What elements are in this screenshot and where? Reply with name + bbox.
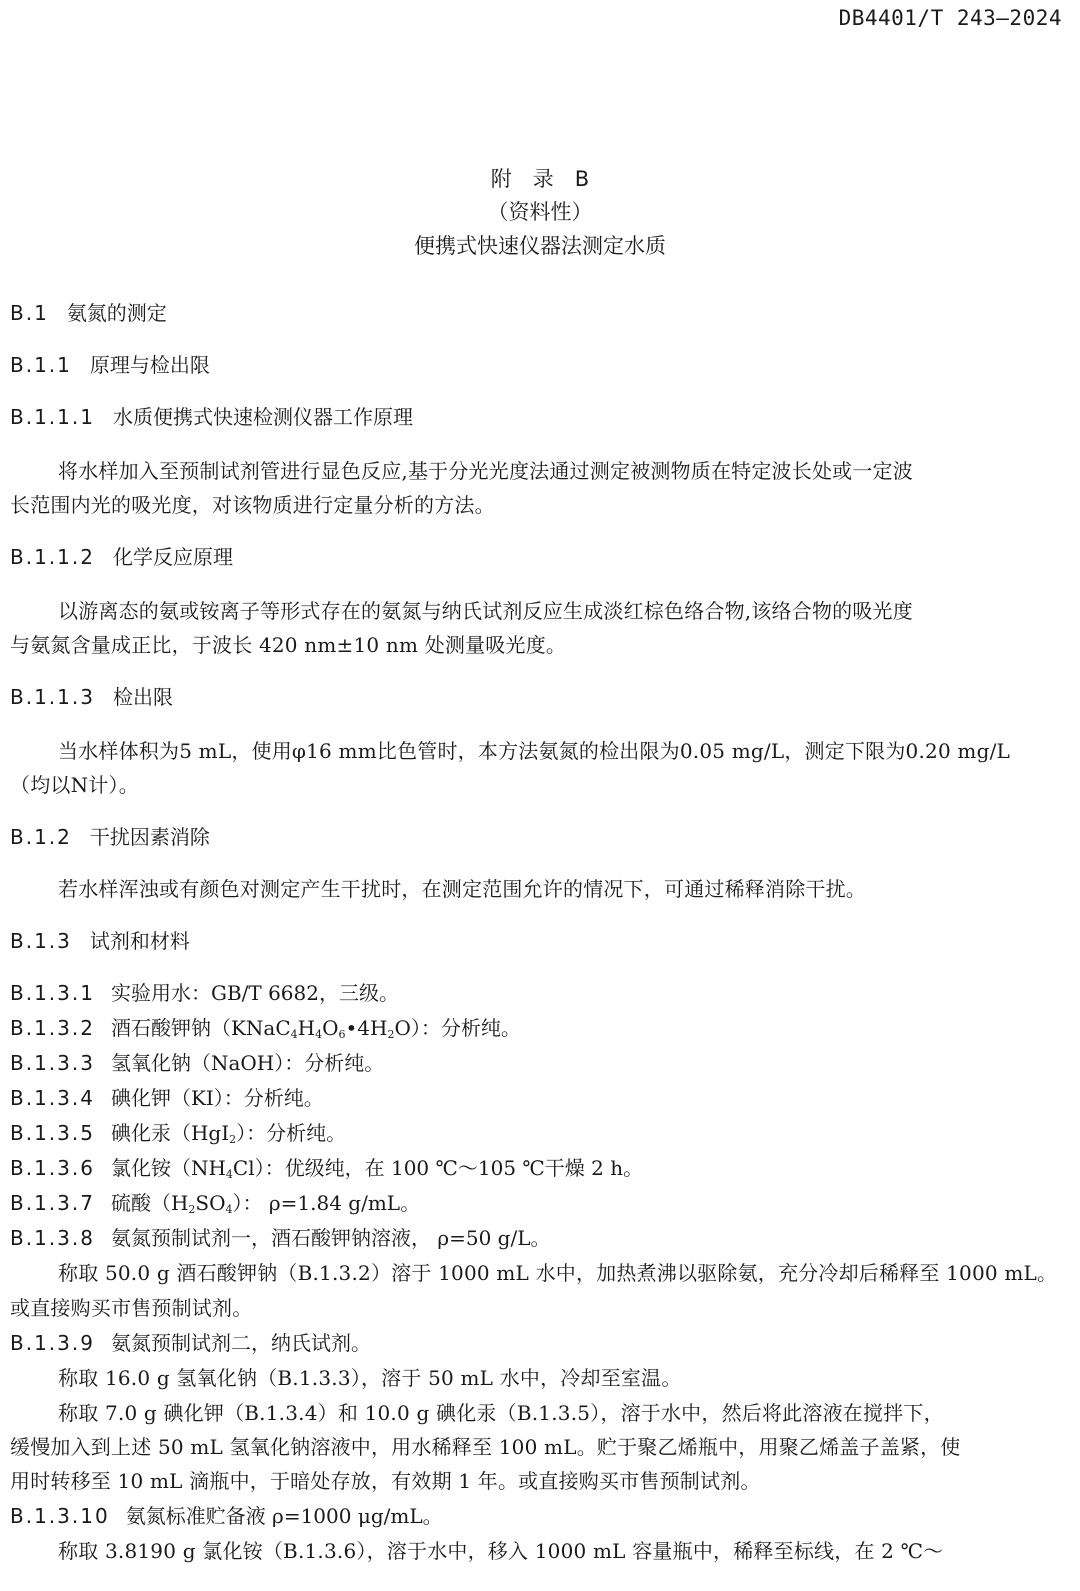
- heading-b1-1-1: [10, 401, 413, 430]
- heading-b1-1: [10, 349, 210, 378]
- item-text: H: [297, 1016, 316, 1040]
- item-b1-3-5: [10, 1117, 346, 1146]
- subscript: 4: [315, 1028, 323, 1041]
- heading-text: 试剂和材料: [89, 929, 190, 953]
- item-text: 氨氮预制试剂二，纳氏试剂。: [110, 1331, 371, 1355]
- item-number: B.1.3.2: [10, 1016, 95, 1040]
- item-text: 氨氮预制试剂一，酒石酸钾钠溶液， ρ=50 g/L。: [110, 1226, 551, 1250]
- subscript: 4: [225, 1168, 233, 1181]
- heading-number: B.1.1.3: [10, 685, 95, 709]
- item-number: B.1.3.4: [10, 1086, 95, 1110]
- item-b1-3-6: [10, 1152, 643, 1181]
- item-text: 酒石酸钾钠（KNaC: [110, 1016, 291, 1040]
- heading-b1-3: [10, 925, 190, 954]
- paragraph-reagent1-line1: 称取 50.0 g 酒石酸钾钠（B.1.3.2）溶于 1000 mL 水中，加热煮沸以驱除氨，充分冷却后稀释至 1000 mL。: [58, 1261, 1058, 1285]
- heading-number: B.1.1.1: [10, 405, 95, 429]
- appendix-label: 附 录 B: [490, 167, 590, 191]
- item-number: B.1.3.7: [10, 1191, 95, 1215]
- item-text: 碘化汞（HgI: [110, 1121, 230, 1145]
- item-number: B.1.3.10: [10, 1504, 110, 1528]
- subscript: 4: [290, 1028, 298, 1041]
- paragraph-detection-line1: 当水样体积为5 mL，使用φ16 mm比色管时，本方法氨氮的检出限为0.05 mg/L，测定下限为0.20 mg/L: [58, 739, 1011, 763]
- item-text: 氢氧化钠（NaOH）：分析纯。: [110, 1051, 385, 1075]
- item-text: 硫酸（H: [110, 1191, 189, 1215]
- item-b1-3-3: [10, 1047, 384, 1076]
- item-text: O: [322, 1016, 339, 1040]
- heading-text: 水质便携式快速检测仪器工作原理: [112, 405, 413, 429]
- paragraph-principle-line1: 将水样加入至预制试剂管进行显色反应,基于分光光度法通过测定被测物质在特定波长处或一定波: [58, 459, 913, 483]
- subscript: 4: [225, 1203, 233, 1216]
- paragraph-reagent2-line1: 称取 16.0 g 氢氧化钠（B.1.3.3），溶于 50 mL 水中，冷却至室温。: [58, 1366, 682, 1390]
- heading-number: B.1.3: [10, 929, 72, 953]
- item-text: 碘化钾（KI）：分析纯。: [110, 1086, 324, 1110]
- paragraph-reaction-line2: 与氨氮含量成正比，于波长 420 nm±10 nm 处测量吸光度。: [10, 633, 567, 657]
- heading-b1: [10, 297, 167, 326]
- item-number: B.1.3.3: [10, 1051, 95, 1075]
- item-b1-3-10: [10, 1500, 443, 1529]
- appendix-title: 便携式快速仪器法测定水质: [414, 234, 666, 258]
- item-text: •4H: [345, 1016, 388, 1040]
- item-b1-3-1: [10, 977, 399, 1006]
- paragraph-reagent2-line3: 缓慢加入到上述 50 mL 氢氧化钠溶液中，用水稀释至 100 mL。贮于聚乙烯瓶中，用聚乙烯盖子盖紧，使: [10, 1435, 961, 1459]
- item-number: B.1.3.6: [10, 1156, 95, 1180]
- heading-number: B.1.1.2: [10, 545, 95, 569]
- appendix-nature: （资料性）: [487, 200, 593, 224]
- heading-number: B.1: [10, 301, 49, 325]
- item-text: 氯化铵（NH: [110, 1156, 226, 1180]
- item-b1-3-8: [10, 1222, 550, 1251]
- subscript: 2: [188, 1203, 196, 1216]
- heading-text: 原理与检出限: [89, 353, 210, 377]
- subscript: 2: [229, 1133, 237, 1146]
- paragraph-detection-line2: （均以N计）。: [10, 773, 139, 797]
- subscript: 6: [338, 1028, 346, 1041]
- item-text: O）：分析纯。: [394, 1016, 521, 1040]
- item-b1-3-4: [10, 1082, 324, 1111]
- item-number: B.1.3.9: [10, 1331, 95, 1355]
- item-number: B.1.3.5: [10, 1121, 95, 1145]
- item-number: B.1.3.8: [10, 1226, 95, 1250]
- heading-text: 检出限: [112, 685, 173, 709]
- heading-b1-1-2: [10, 541, 233, 570]
- paragraph-reagent1-line2: 或直接购买市售预制试剂。: [10, 1296, 253, 1320]
- paragraph-reaction-line1: 以游离态的氨或铵离子等形式存在的氨氮与纳氏试剂反应生成淡红棕色络合物,该络合物的吸光度: [58, 599, 913, 623]
- item-text: 实验用水：GB/T 6682，三级。: [110, 981, 399, 1005]
- item-text: Cl）：优级纯，在 100 ℃～105 ℃干燥 2 h。: [232, 1156, 644, 1180]
- heading-text: 氨氮的测定: [66, 301, 167, 325]
- item-text: 氨氮标准贮备液 ρ=1000 μg/mL。: [125, 1504, 443, 1528]
- paragraph-reagent2-line2: 称取 7.0 g 碘化钾（B.1.3.4）和 10.0 g 碘化汞（B.1.3.5），溶于水中，然后将此溶液在搅拌下，: [58, 1401, 944, 1425]
- heading-text: 化学反应原理: [112, 545, 233, 569]
- item-b1-3-7: [10, 1187, 420, 1216]
- paragraph-stock-solution-line1: 称取 3.8190 g 氯化铵（B.1.3.6），溶于水中，移入 1000 mL 容量瓶中，稀释至标线，在 2 ℃～: [58, 1539, 944, 1563]
- item-text: ）： ρ=1.84 g/mL。: [232, 1191, 421, 1215]
- heading-text: 干扰因素消除: [89, 825, 210, 849]
- document-id: DB4401/T 243—2024: [838, 6, 1062, 30]
- item-number: B.1.3.1: [10, 981, 95, 1005]
- item-text: SO: [195, 1191, 226, 1215]
- paragraph-principle-line2: 长范围内光的吸光度，对该物质进行定量分析的方法。: [10, 493, 495, 517]
- heading-number: B.1.2: [10, 825, 72, 849]
- item-text: ）：分析纯。: [236, 1121, 347, 1145]
- heading-b1-1-3: [10, 681, 173, 710]
- item-b1-3-9: [10, 1327, 371, 1356]
- paragraph-interference: 若水样浑浊或有颜色对测定产生干扰时，在测定范围允许的情况下，可通过稀释消除干扰。: [58, 877, 866, 901]
- item-b1-3-2: [10, 1012, 521, 1041]
- heading-b1-2: [10, 821, 210, 850]
- heading-number: B.1.1: [10, 353, 72, 377]
- paragraph-reagent2-line4: 用时转移至 10 mL 滴瓶中，于暗处存放，有效期 1 年。或直接购买市售预制试剂。: [10, 1469, 761, 1493]
- subscript: 2: [387, 1028, 395, 1041]
